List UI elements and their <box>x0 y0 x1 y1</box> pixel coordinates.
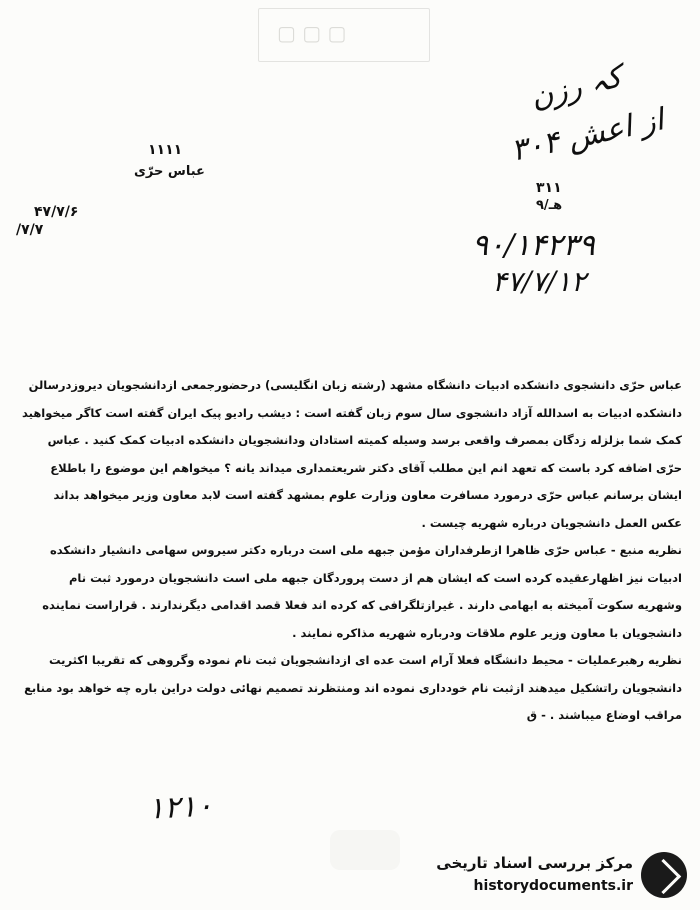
handwritten-note-line1: کہ رزن <box>527 59 626 116</box>
typed-date: ۴۷/۷/۶ <box>34 204 79 220</box>
archive-logo <box>415 848 695 904</box>
handwritten-bottom-number: ۱۲۱۰ <box>147 788 214 827</box>
typed-date-short: /۷/۷ <box>16 222 44 238</box>
handwritten-reference-number: ۹۰/۱۴۲۳۹ <box>472 228 595 263</box>
code-sub: ۹/هـ <box>536 198 563 213</box>
file-number: ۱۱۱۱ <box>148 142 183 158</box>
handwritten-reference-date: ۴۷/۷/۱۲ <box>492 265 587 298</box>
faded-stamp: ▢ ▢ ▢ <box>258 8 430 62</box>
faded-bottom-stamp <box>330 830 400 870</box>
paragraph-report: عباس حرّی دانشجوی دانشکده ادبیات دانشگاه مشهد (رشته زبان انگلیسی) درحضورجمعی ازدانشجویان دیروزدرسالن دانشکده ادبیات به اسدالله آزاد دانشجوی سال سوم زبان گفته است : دیشب رادیو پیک ایران گفته است کاگر میخواهید کمک شما بزلزله زدگان بمصرف واقعی برسد وسیله کمیته استادان ودانشجویان دانشکده ادبیات کمک کنید . عباس حرّی اضافه کرد باست که تعهد انم این مطلب آقای دکتر شریعتمداری میداند یانه ؟ میخواهم این موضوع را باطلاع ایشان برسانم عباس حرّی درمورد مسافرت معاون وزارت علوم بمشهد گفته است لابد معاون وزیر میخواهد بداند عکس العمل دانشجویان درباره شهریه چیست . <box>21 378 682 530</box>
handwritten-note-line2: ۳۰۴ از اعش <box>508 102 667 169</box>
subject-name: عباس حرّی <box>134 164 205 179</box>
paragraph-operations-opinion: نظریه رهبرعملیات - محیط دانشگاه فعلا آرام است عده ای ازدانشجویان ثبت نام نموده وگروهی که تقریبا اکثریت دانشجویان راتشکیل میدهند ازثبت نام خودداری نموده اند ومنتظرند تصمیم نهائی دولت دراین باره چه خواهد بود منابع مراقب اوضاع میباشند . - ق <box>24 653 682 722</box>
report-body <box>22 372 682 730</box>
archive-logo-url: historydocuments.ir <box>473 878 633 894</box>
archive-logo-title: مرکز بررسی اسناد تاریخی <box>436 854 633 872</box>
code-number: ۳۱۱ <box>536 180 562 196</box>
paragraph-source-opinion: نظریه منبع - عباس حرّی ظاهرا ازطرفداران مؤمن جبهه ملی است درباره دکتر سیروس سهامی دانشیار دانشکده ادبیات نیز اظهارعقیده کرده است که ایشان هم از دست پروردگان جبهه ملی است دانشجویان درمورد ثبت نام وشهریه سکوت آمیخته به ابهامی دارند . غیرازتلگرافی که کرده اند فعلا قصد اقدامی دیگرندارند . قراراست نماینده دانشجویان با معاون وزیر علوم ملاقات ودرباره شهریه مذاکره نمایند . <box>42 543 682 640</box>
archive-logo-icon <box>641 852 687 898</box>
